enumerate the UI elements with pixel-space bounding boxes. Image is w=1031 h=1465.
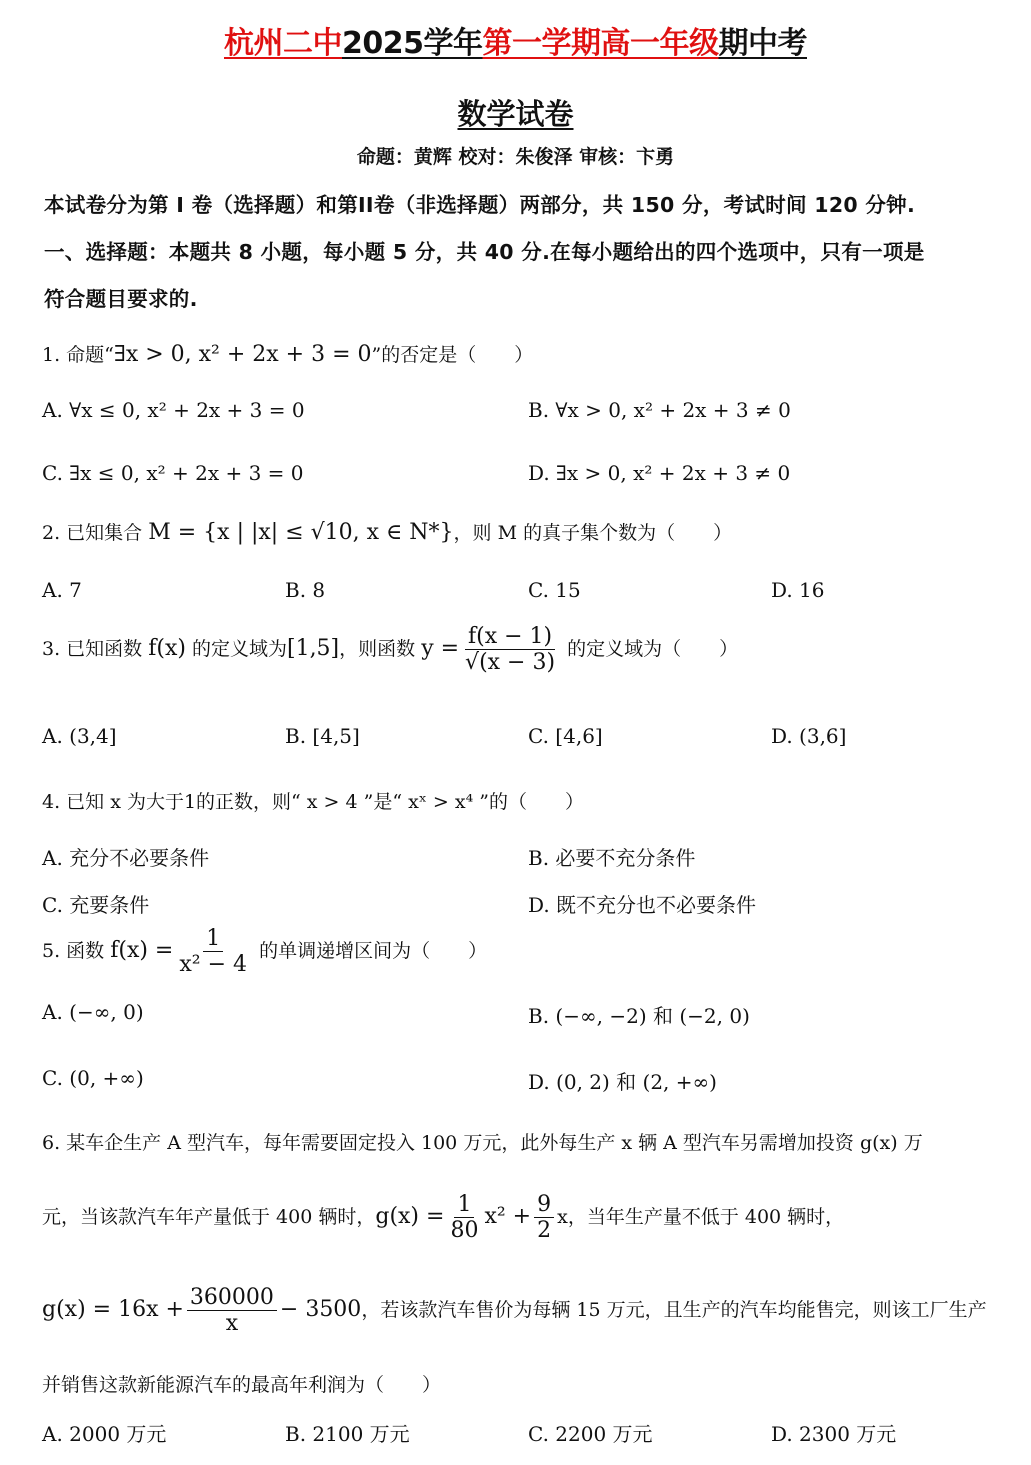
exam-intro: 本试卷分为第 I 卷（选择题）和第II卷（非选择题）两部分，共 150 分，考试时间 120 分钟. [44,193,916,217]
q5-prefix: 5. 函数 [42,939,111,962]
q1-option-b[interactable]: B. ∀x > 0, x² + 2x + 3 ≠ 0 [528,398,791,422]
q5-suffix: 的单调递增区间为（ ） [253,939,488,962]
question-1 [42,340,533,367]
q5-fraction-num: 1 [203,926,223,952]
question-4: 4. 已知 x 为大于1的正数，则“ x > 4 ”是“ xˣ > x⁴ ”的（ ） [42,791,584,813]
credits-line: 命题：黄辉 校对：朱俊泽 审核：卞勇 [356,146,675,168]
q6-line2-prefix: 元，当该款汽车年产量低于 400 辆时， [42,1205,376,1228]
question-3 [42,624,738,676]
q6-line2-lhs: g(x) = [375,1203,445,1229]
q6-option-a[interactable]: A. 2000 万元 [42,1422,167,1446]
q5-option-a[interactable]: A. (−∞, 0) [42,1000,144,1024]
q1-option-c[interactable]: C. ∃x ≤ 0, x² + 2x + 3 = 0 [42,461,304,485]
q2-option-c[interactable]: C. 15 [528,578,581,602]
q2-option-d[interactable]: D. 16 [771,578,825,602]
question-2 [42,518,732,545]
q2-prefix: 2. 已知集合 [42,522,149,544]
q3-fraction-den: √(x − 3) [465,650,556,676]
q1-option-a[interactable]: A. ∀x ≤ 0, x² + 2x + 3 = 0 [42,398,305,422]
question-6-line-3 [42,1285,987,1337]
q1-prefix: 1. 命题“ [42,344,114,366]
q5-lhs: f(x) = [110,937,174,963]
q2-option-b[interactable]: B. 8 [285,578,326,602]
q5-option-c[interactable]: C. (0, +∞) [42,1066,144,1090]
q3-option-c[interactable]: C. [4,6] [528,724,603,748]
exam-title [0,18,1031,62]
q5-option-b[interactable]: B. (−∞, −2) 和 (−2, 0) [528,1004,750,1028]
q3-y: y = [421,635,460,661]
q6-option-b[interactable]: B. 2100 万元 [285,1422,410,1446]
title-term: 第一学期高一年级 [482,26,719,61]
q3-option-b[interactable]: B. [4,5] [285,724,360,748]
q3-fx: f(x) [148,635,186,661]
q6-fraction-1-num: 1 [454,1192,474,1218]
q6-fraction-2-den: 2 [537,1218,552,1244]
q2-expr: M = {x | |x| ≤ √10, x ∈ N*} [148,520,454,545]
q6-line2-suffix: x，当年生产量不低于 400 辆时， [557,1205,845,1228]
q1-expr: ∃x > 0, x² + 2x + 3 = 0 [113,342,372,367]
q3-mid: 的定义域为 [185,637,287,660]
q4-option-b[interactable]: B. 必要不充分条件 [528,846,696,870]
q1-option-d[interactable]: D. ∃x > 0, x² + 2x + 3 ≠ 0 [528,461,791,485]
q4-option-a[interactable]: A. 充分不必要条件 [42,846,210,870]
q3-fraction [462,624,558,676]
q1-suffix: ”的否定是（ ） [371,344,534,366]
question-6-line-1: 6. 某车企生产 A 型汽车，每年需要固定投入 100 万元，此外每生产 x 辆 A 型汽车另需增加投资 g(x) 万 [42,1132,923,1154]
q6-line2-mid: x² + [484,1203,532,1229]
section-instructions-2: 符合题目要求的. [44,287,198,311]
q6-fraction-2 [534,1192,554,1244]
title-school: 杭州二中 [224,26,342,61]
q6-fraction-3 [187,1285,277,1337]
question-6-line-4: 并销售这款新能源汽车的最高年利润为（ ） [42,1374,442,1396]
q2-option-a[interactable]: A. 7 [42,578,82,602]
q6-fraction-1 [447,1192,481,1244]
q3-domain: [1,5] [286,635,340,661]
section-instructions-1: 一、选择题：本题共 8 小题，每小题 5 分，共 40 分.在每小题给出的四个选项中，只有一项是 [44,240,925,264]
q5-fraction-den: x² − 4 [179,952,248,978]
q6-line3-lhs: g(x) = 16x + [42,1296,184,1322]
q2-suffix: ，则 M 的真子集个数为（ ） [453,522,733,544]
subject-title: 数学试卷 [457,97,574,131]
q3-option-a[interactable]: A. (3,4] [42,724,117,748]
q6-option-d[interactable]: D. 2300 万元 [771,1422,897,1446]
q6-option-c[interactable]: C. 2200 万元 [528,1422,653,1446]
q3-suffix: 的定义域为（ ） [561,637,739,660]
q5-option-d[interactable]: D. (0, 2) 和 (2, +∞) [528,1070,717,1094]
q6-fraction-3-num: 360000 [187,1285,277,1311]
q3-fraction-num: f(x − 1) [465,624,555,650]
q4-option-d[interactable]: D. 既不充分也不必要条件 [528,893,757,917]
q6-line3-rest: − 3500 [279,1296,362,1322]
title-year: 2025学年 [342,26,483,61]
question-5 [42,926,487,978]
q6-line3-suffix: ，若该款汽车售价为每辆 15 万元，且生产的汽车均能售完，则该工厂生产 [361,1298,987,1321]
title-exam: 期中考 [718,26,807,61]
q4-option-c[interactable]: C. 充要条件 [42,893,150,917]
q6-fraction-1-den: 80 [450,1218,479,1244]
q6-fraction-2-num: 9 [534,1192,554,1218]
q3-prefix: 3. 已知函数 [42,637,149,660]
q5-fraction [176,926,250,978]
q6-fraction-3-den: x [225,1311,239,1337]
question-6-line-2 [42,1192,844,1244]
q3-option-d[interactable]: D. (3,6] [771,724,847,748]
q3-mid2: ，则函数 [339,637,422,660]
